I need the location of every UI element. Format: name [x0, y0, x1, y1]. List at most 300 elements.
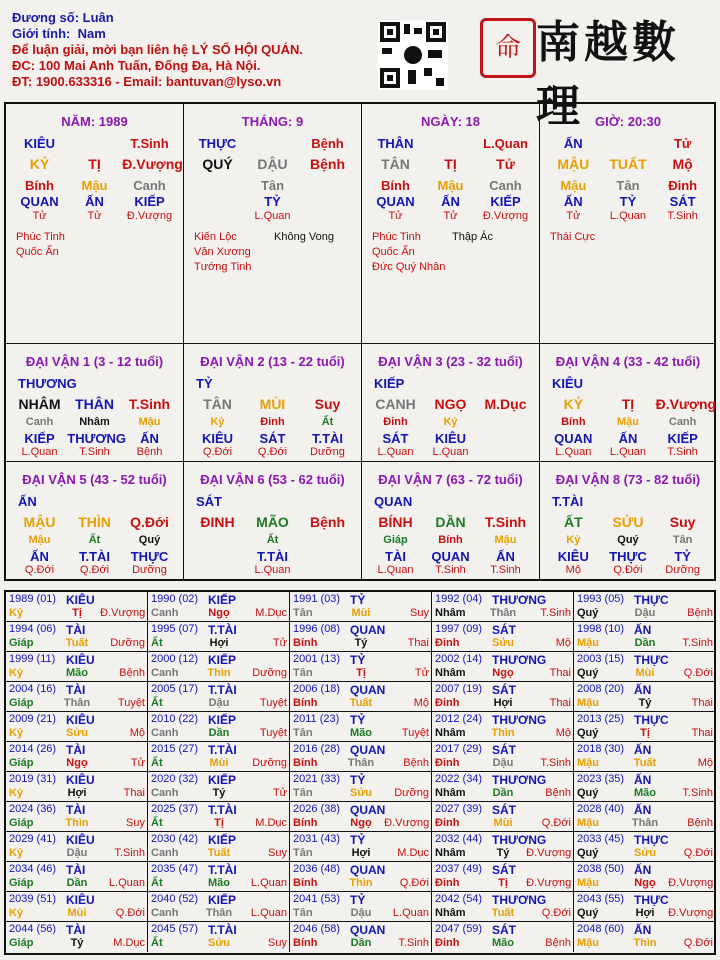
year-label: 2002 (14): [435, 653, 483, 665]
chart-cell-text: TỶ: [264, 194, 281, 209]
chart-cell-text: [478, 431, 532, 446]
year-detail-text: Giáp: [9, 637, 34, 649]
pillar-row: [6, 564, 183, 576]
year-god: TỶ: [350, 893, 366, 907]
year-detail-text: Suy: [126, 817, 145, 829]
chart-cell-text: THÌN: [78, 514, 111, 530]
year-label: 2024 (36): [9, 803, 57, 815]
year-detail-text: Thân: [347, 757, 375, 769]
year-detail-text: T.Sinh: [540, 757, 571, 769]
year-detail: [151, 817, 287, 829]
year-detail-text: Dần: [492, 787, 514, 799]
annual-luck-grid: [4, 590, 716, 955]
year-detail-text: Bệnh: [545, 787, 571, 799]
year-detail: [293, 727, 429, 739]
chart-cell-text: T.Sinh: [435, 564, 466, 576]
year-detail: [577, 937, 713, 949]
chart-cell-text: Kỷ: [566, 534, 581, 546]
year-detail-text: Ất: [151, 937, 163, 949]
year-detail-text: Canh: [151, 727, 179, 739]
year-detail-text: Tân: [293, 667, 313, 679]
year-god: TÀI: [66, 923, 86, 937]
year-cell: [148, 772, 290, 802]
year-god: KIẾP: [208, 893, 237, 907]
year-god: TỶ: [350, 653, 366, 667]
chart-cell-text: Bệnh: [136, 446, 163, 458]
year-detail-text: Q.Đới: [541, 817, 571, 829]
year-detail: [435, 907, 571, 919]
chart-cell-text: [245, 136, 299, 151]
pillar-row: [184, 564, 361, 576]
chart-cell-text: QUAN: [20, 194, 59, 209]
year-god: TÀI: [66, 623, 86, 637]
dai-van-title: ĐẠI VẬN 8 (73 - 82 tuổi): [555, 472, 701, 487]
year-label: 2026 (38): [293, 803, 341, 815]
year-detail-text: Tý: [496, 847, 510, 859]
year-label: 2011 (23): [293, 713, 340, 725]
chart-cell-text: Đinh: [260, 416, 285, 428]
chart-cell-text: ẤN: [618, 431, 638, 446]
year-cell: [6, 832, 148, 862]
year-detail: [435, 817, 571, 829]
chart-cell-text: Tân: [260, 178, 285, 193]
star-name: Quốc Ấn: [16, 246, 59, 258]
year-cell: [6, 862, 148, 892]
year-detail-text: Sửu: [491, 637, 515, 649]
chart-cell-text: T.TÀI: [78, 549, 111, 564]
year-detail-text: Mão: [492, 937, 514, 949]
chart-cell-text: Q.Đới: [24, 564, 55, 576]
chart-cell-text: KỶ: [29, 156, 50, 172]
year-cell: [6, 922, 148, 952]
pillar-row: [184, 514, 361, 530]
year-label: 2003 (15): [577, 653, 625, 665]
year-detail-text: L.Quan: [250, 877, 287, 889]
chart-cell-text: [300, 210, 354, 222]
year-detail-text: Q.Đới: [115, 907, 145, 919]
chart-cell-text: Tân: [672, 534, 693, 546]
year-cell: [148, 802, 290, 832]
year-detail-text: Tân: [293, 847, 313, 859]
pillar-row: [6, 194, 183, 209]
chart-cell-text: T.Sinh: [128, 396, 171, 412]
year-detail-text: L.Quan: [250, 907, 287, 919]
year-detail-text: Dần: [350, 937, 372, 949]
year-cell: [148, 622, 290, 652]
chart-cell-text: KIÊU: [23, 136, 56, 151]
chart-cell-text: Tử: [566, 210, 581, 222]
year-detail-text: Dậu: [208, 697, 230, 709]
year-detail-text: Mậu: [577, 637, 599, 649]
year-label: 1990 (02): [151, 593, 199, 605]
year-god: SÁT: [492, 623, 516, 637]
dai-van-god: QUAN: [374, 494, 413, 509]
year-god: T.TÀI: [208, 803, 237, 817]
star-name: Không Vong: [274, 231, 334, 243]
year-cell: [290, 622, 432, 652]
year-cell: [432, 772, 574, 802]
year-detail-text: Sửu: [349, 787, 373, 799]
year-god: KIẾP: [208, 833, 237, 847]
year-detail-text: T.Sinh: [114, 847, 145, 859]
year-detail-text: Q.Đới: [683, 667, 713, 679]
year-detail: [435, 847, 571, 859]
year-detail-text: Bính: [293, 937, 318, 949]
year-detail-text: Quý: [577, 847, 599, 859]
year-detail-text: Thai: [407, 637, 429, 649]
year-detail: [293, 907, 429, 919]
pillar-title: GIỜ: 20:30: [594, 114, 661, 129]
chart-cell-text: [190, 534, 244, 546]
year-cell: [148, 652, 290, 682]
chart-cell-text: Canh: [668, 416, 697, 428]
year-god: ẤN: [634, 623, 652, 637]
year-god: KIÊU: [66, 833, 95, 847]
chart-cell-text: Dưỡng: [132, 564, 167, 576]
year-detail-text: T.Sinh: [682, 637, 713, 649]
chart-cell-text: ẤT: [563, 514, 583, 530]
year-god: QUAN: [350, 923, 386, 937]
year-detail-text: M.Dục: [113, 937, 145, 949]
year-god: ẤN: [634, 683, 652, 697]
year-detail-text: Kỷ: [9, 667, 24, 679]
chart-cell-text: L.Quan: [377, 564, 414, 576]
year-detail-text: Tuất: [65, 637, 89, 649]
year-detail-text: Mậu: [577, 757, 599, 769]
year-label: 2028 (40): [577, 803, 625, 815]
pillar-row: [540, 534, 716, 546]
year-detail-text: Dưỡng: [252, 667, 287, 679]
dai-van-title: ĐẠI VẬN 5 (43 - 52 tuổi): [22, 472, 167, 487]
year-detail-text: Nhâm: [435, 907, 466, 919]
year-detail-text: Canh: [151, 907, 179, 919]
year-detail-text: Mùi: [351, 607, 371, 619]
year-label: 2004 (16): [9, 683, 57, 695]
chart-cell-text: Đinh: [383, 416, 408, 428]
chart-cell-text: KIÊU: [557, 549, 589, 564]
chart-cell-text: L.Quan: [21, 446, 58, 458]
dai-van-7: [362, 462, 540, 580]
pillar-row: [184, 210, 361, 222]
year-god: THƯƠNG: [492, 653, 547, 667]
year-god: TỶ: [350, 593, 366, 607]
chart-cell-text: L.Quan: [432, 446, 469, 458]
pillar-row: [540, 178, 716, 193]
year-god: SÁT: [492, 863, 516, 877]
year-cell: [290, 832, 432, 862]
year-detail-text: Thìn: [633, 937, 657, 949]
year-cell: [290, 712, 432, 742]
chart-cell-text: [300, 534, 354, 546]
year-god: QUAN: [350, 863, 386, 877]
chart-cell-text: Đ.Vượng: [655, 396, 717, 412]
year-detail: [293, 697, 429, 709]
year-detail-text: Dần: [66, 877, 88, 889]
year-detail: [293, 667, 429, 679]
year-detail-text: Tân: [293, 787, 313, 799]
year-detail-text: Mậu: [577, 697, 599, 709]
year-cell: [574, 862, 714, 892]
year-detail-text: L.Quan: [392, 907, 429, 919]
chart-cell-text: KIẾP: [134, 194, 165, 209]
year-cell: [148, 922, 290, 952]
chart-cell-text: T.Sinh: [130, 136, 169, 151]
year-god: ẤN: [634, 923, 652, 937]
chart-cell-text: ẤN: [441, 194, 460, 209]
year-detail-text: Tuất: [349, 697, 373, 709]
year-detail-text: Tuất: [491, 907, 515, 919]
star-name: Phúc Tinh: [372, 231, 421, 243]
year-detail: [151, 727, 287, 739]
year-detail-text: Ngọ: [634, 877, 656, 889]
chart-cell-text: Quý: [138, 534, 161, 546]
year-cell: [6, 772, 148, 802]
year-god: KIÊU: [66, 653, 95, 667]
year-label: 2030 (42): [151, 833, 199, 845]
chart-cell-text: Tử: [443, 210, 458, 222]
chart-cell-text: T.Sinh: [484, 514, 527, 530]
year-detail-text: Đ.Vượng: [100, 607, 146, 619]
chart-cell-text: ĐINH: [200, 514, 235, 530]
year-detail-text: Tị: [356, 667, 366, 679]
pillar-row: [6, 178, 183, 193]
year-detail: [293, 937, 429, 949]
year-detail-text: Suy: [268, 937, 287, 949]
pillar-row: [540, 210, 716, 222]
year-detail-text: Ngọ: [66, 757, 88, 769]
pillar-3: [540, 104, 716, 344]
pillar-row: [540, 514, 716, 530]
year-cell: [6, 742, 148, 772]
year-label: 2014 (26): [9, 743, 57, 755]
year-cell: [6, 652, 148, 682]
chart-cell-text: L.Quan: [254, 210, 291, 222]
chart-cell-text: Mậu: [616, 416, 639, 428]
year-detail-text: Thân: [631, 817, 659, 829]
year-cell: [290, 892, 432, 922]
year-detail-text: Bệnh: [545, 937, 571, 949]
year-label: 2006 (18): [293, 683, 341, 695]
chart-cell-text: ẤN: [496, 549, 515, 564]
chart-cell-text: Bệnh: [310, 514, 345, 530]
pillar-row: [362, 446, 539, 458]
chart-cell-text: [190, 210, 244, 222]
seal-stamp: 命: [480, 18, 536, 78]
year-detail-text: Quý: [577, 667, 599, 679]
year-detail-text: Quý: [577, 907, 599, 919]
year-label: 1997 (09): [435, 623, 483, 635]
chart-cell-text: Canh: [25, 416, 54, 428]
year-label: 2001 (13): [293, 653, 341, 665]
chart-cell-text: Bệnh: [310, 156, 345, 172]
year-detail: [293, 847, 429, 859]
year-detail-text: Kỷ: [9, 907, 24, 919]
year-detail-text: Tuất: [633, 757, 657, 769]
year-cell: [148, 862, 290, 892]
chart-cell-text: Tân: [616, 178, 640, 193]
chart-cell-text: KIÊU: [201, 431, 234, 446]
year-cell: [148, 682, 290, 712]
chart-cell-text: Canh: [489, 178, 522, 193]
year-god: THƯƠNG: [492, 833, 547, 847]
year-cell: [290, 682, 432, 712]
year-detail-text: Tị: [214, 817, 224, 829]
year-detail: [9, 817, 145, 829]
qr-code: [378, 20, 448, 90]
chart-cell-text: QUAN: [376, 194, 415, 209]
year-god: THƯƠNG: [492, 713, 547, 727]
dai-van-2: [184, 344, 362, 462]
year-detail-text: Mộ: [697, 757, 713, 769]
chart-cell-text: DẦN: [435, 514, 466, 530]
year-detail-text: Ất: [151, 697, 163, 709]
year-detail: [577, 697, 713, 709]
chart-cell-text: THÂN: [75, 396, 114, 412]
year-detail-text: M.Dục: [397, 847, 429, 859]
chart-cell-text: Ất: [88, 534, 101, 546]
year-god: T.TÀI: [208, 923, 237, 937]
year-god: QUAN: [350, 743, 386, 757]
year-god: TÀI: [66, 683, 86, 697]
year-god: TỶ: [350, 833, 366, 847]
chart-cell-text: [190, 194, 244, 209]
year-label: 2007 (19): [435, 683, 483, 695]
chart-cell-text: TỊ: [621, 396, 635, 412]
chart-cell-text: THÂN: [377, 136, 414, 151]
year-detail: [9, 877, 145, 889]
star-name: Đức Quý Nhân: [372, 261, 446, 273]
chart-cell-text: TUẤT: [609, 156, 647, 172]
year-detail-text: Dậu: [634, 607, 656, 619]
year-detail-text: Sửu: [633, 847, 657, 859]
year-cell: [290, 592, 432, 622]
year-cell: [148, 892, 290, 922]
year-detail-text: Q.Đới: [541, 907, 571, 919]
year-detail: [151, 607, 287, 619]
year-cell: [148, 592, 290, 622]
year-detail-text: M.Dục: [255, 817, 287, 829]
year-label: 2034 (46): [9, 863, 57, 875]
chart-cell-text: Q.Đới: [257, 446, 288, 458]
pillar-row: [6, 210, 183, 222]
year-detail-text: Mậu: [577, 877, 599, 889]
chart-cell-text: [67, 136, 121, 151]
year-detail: [293, 817, 429, 829]
year-label: 2039 (51): [9, 893, 57, 905]
year-label: 2040 (52): [151, 893, 199, 905]
pillar-row: [6, 549, 183, 564]
year-god: THƯƠNG: [492, 593, 547, 607]
pillar-row: [540, 156, 716, 172]
chart-cell-text: [300, 178, 354, 193]
chart-cell-text: [190, 564, 244, 576]
year-cell: [6, 802, 148, 832]
year-god: T.TÀI: [208, 683, 237, 697]
year-label: 2037 (49): [435, 863, 483, 875]
year-detail: [9, 847, 145, 859]
year-cell: [574, 922, 714, 952]
chart-cell-text: NGỌ: [434, 396, 467, 412]
star-name: Quốc Ấn: [372, 246, 415, 258]
year-label: 1994 (06): [9, 623, 57, 635]
year-detail: [9, 637, 145, 649]
pillar-row: [184, 156, 361, 172]
year-detail-text: Hợi: [635, 907, 655, 919]
year-detail-text: T.Sinh: [540, 607, 571, 619]
year-label: 2009 (21): [9, 713, 57, 725]
chart-cell-text: Tử: [496, 156, 515, 172]
chart-cell-text: KỶ: [563, 396, 584, 412]
dai-van-title: ĐẠI VẬN 6 (53 - 62 tuổi): [200, 472, 345, 487]
pillar-row: [540, 446, 716, 458]
pillar-row: [362, 194, 539, 209]
year-detail-text: Thân: [63, 697, 91, 709]
pillar-row: [6, 156, 183, 172]
year-detail: [9, 667, 145, 679]
chart-cell-text: ẤN: [30, 549, 49, 564]
year-detail-text: Thân: [205, 907, 233, 919]
year-label: 2033 (45): [577, 833, 625, 845]
year-detail-text: Tuyệt: [401, 727, 429, 739]
year-label: 2010 (22): [151, 713, 199, 725]
year-detail-text: Thìn: [491, 727, 515, 739]
pillar-row: [184, 194, 361, 209]
year-detail-text: Ất: [151, 757, 163, 769]
year-detail: [9, 727, 145, 739]
pillar-row: [540, 549, 716, 564]
year-label: 2005 (17): [151, 683, 199, 695]
year-cell: [432, 922, 574, 952]
year-detail: [435, 697, 571, 709]
gender-value: Nam: [77, 26, 106, 41]
year-detail-text: Đ.Vượng: [526, 877, 572, 889]
chart-cell-text: T.Sinh: [667, 446, 698, 458]
chart-cell-text: T.Sinh: [667, 210, 698, 222]
year-detail-text: Giáp: [9, 877, 34, 889]
year-detail-text: Sửu: [65, 727, 89, 739]
year-cell: [432, 712, 574, 742]
year-detail-text: Tý: [354, 637, 368, 649]
year-label: 2035 (47): [151, 863, 199, 875]
year-detail: [9, 697, 145, 709]
year-detail-text: Thai: [549, 697, 571, 709]
year-label: 2021 (33): [293, 773, 341, 785]
chart-cell-text: [190, 549, 244, 564]
year-detail-text: Thìn: [349, 877, 373, 889]
chart-cell-text: Bính: [381, 178, 410, 193]
year-detail-text: Hợi: [493, 697, 513, 709]
year-god: QUAN: [350, 803, 386, 817]
chart-cell-text: ẤN: [140, 431, 159, 446]
year-detail-text: Sửu: [207, 937, 231, 949]
year-cell: [432, 802, 574, 832]
year-detail-text: Tân: [293, 907, 313, 919]
chart-cell-text: NHÂM: [18, 396, 61, 412]
year-detail-text: Giáp: [9, 697, 34, 709]
chart-cell-text: Đinh: [668, 178, 698, 193]
year-cell: [432, 622, 574, 652]
logo-text: 南越數理: [536, 17, 680, 132]
year-detail-text: Tuất: [207, 847, 231, 859]
year-detail-text: Dần: [208, 727, 230, 739]
year-cell: [6, 892, 148, 922]
year-god: TÀI: [66, 863, 86, 877]
year-detail: [435, 607, 571, 619]
chart-cell-text: [300, 564, 354, 576]
year-detail-text: Mậu: [577, 937, 599, 949]
pillar-row: [540, 564, 716, 576]
year-detail-text: Bệnh: [403, 757, 429, 769]
